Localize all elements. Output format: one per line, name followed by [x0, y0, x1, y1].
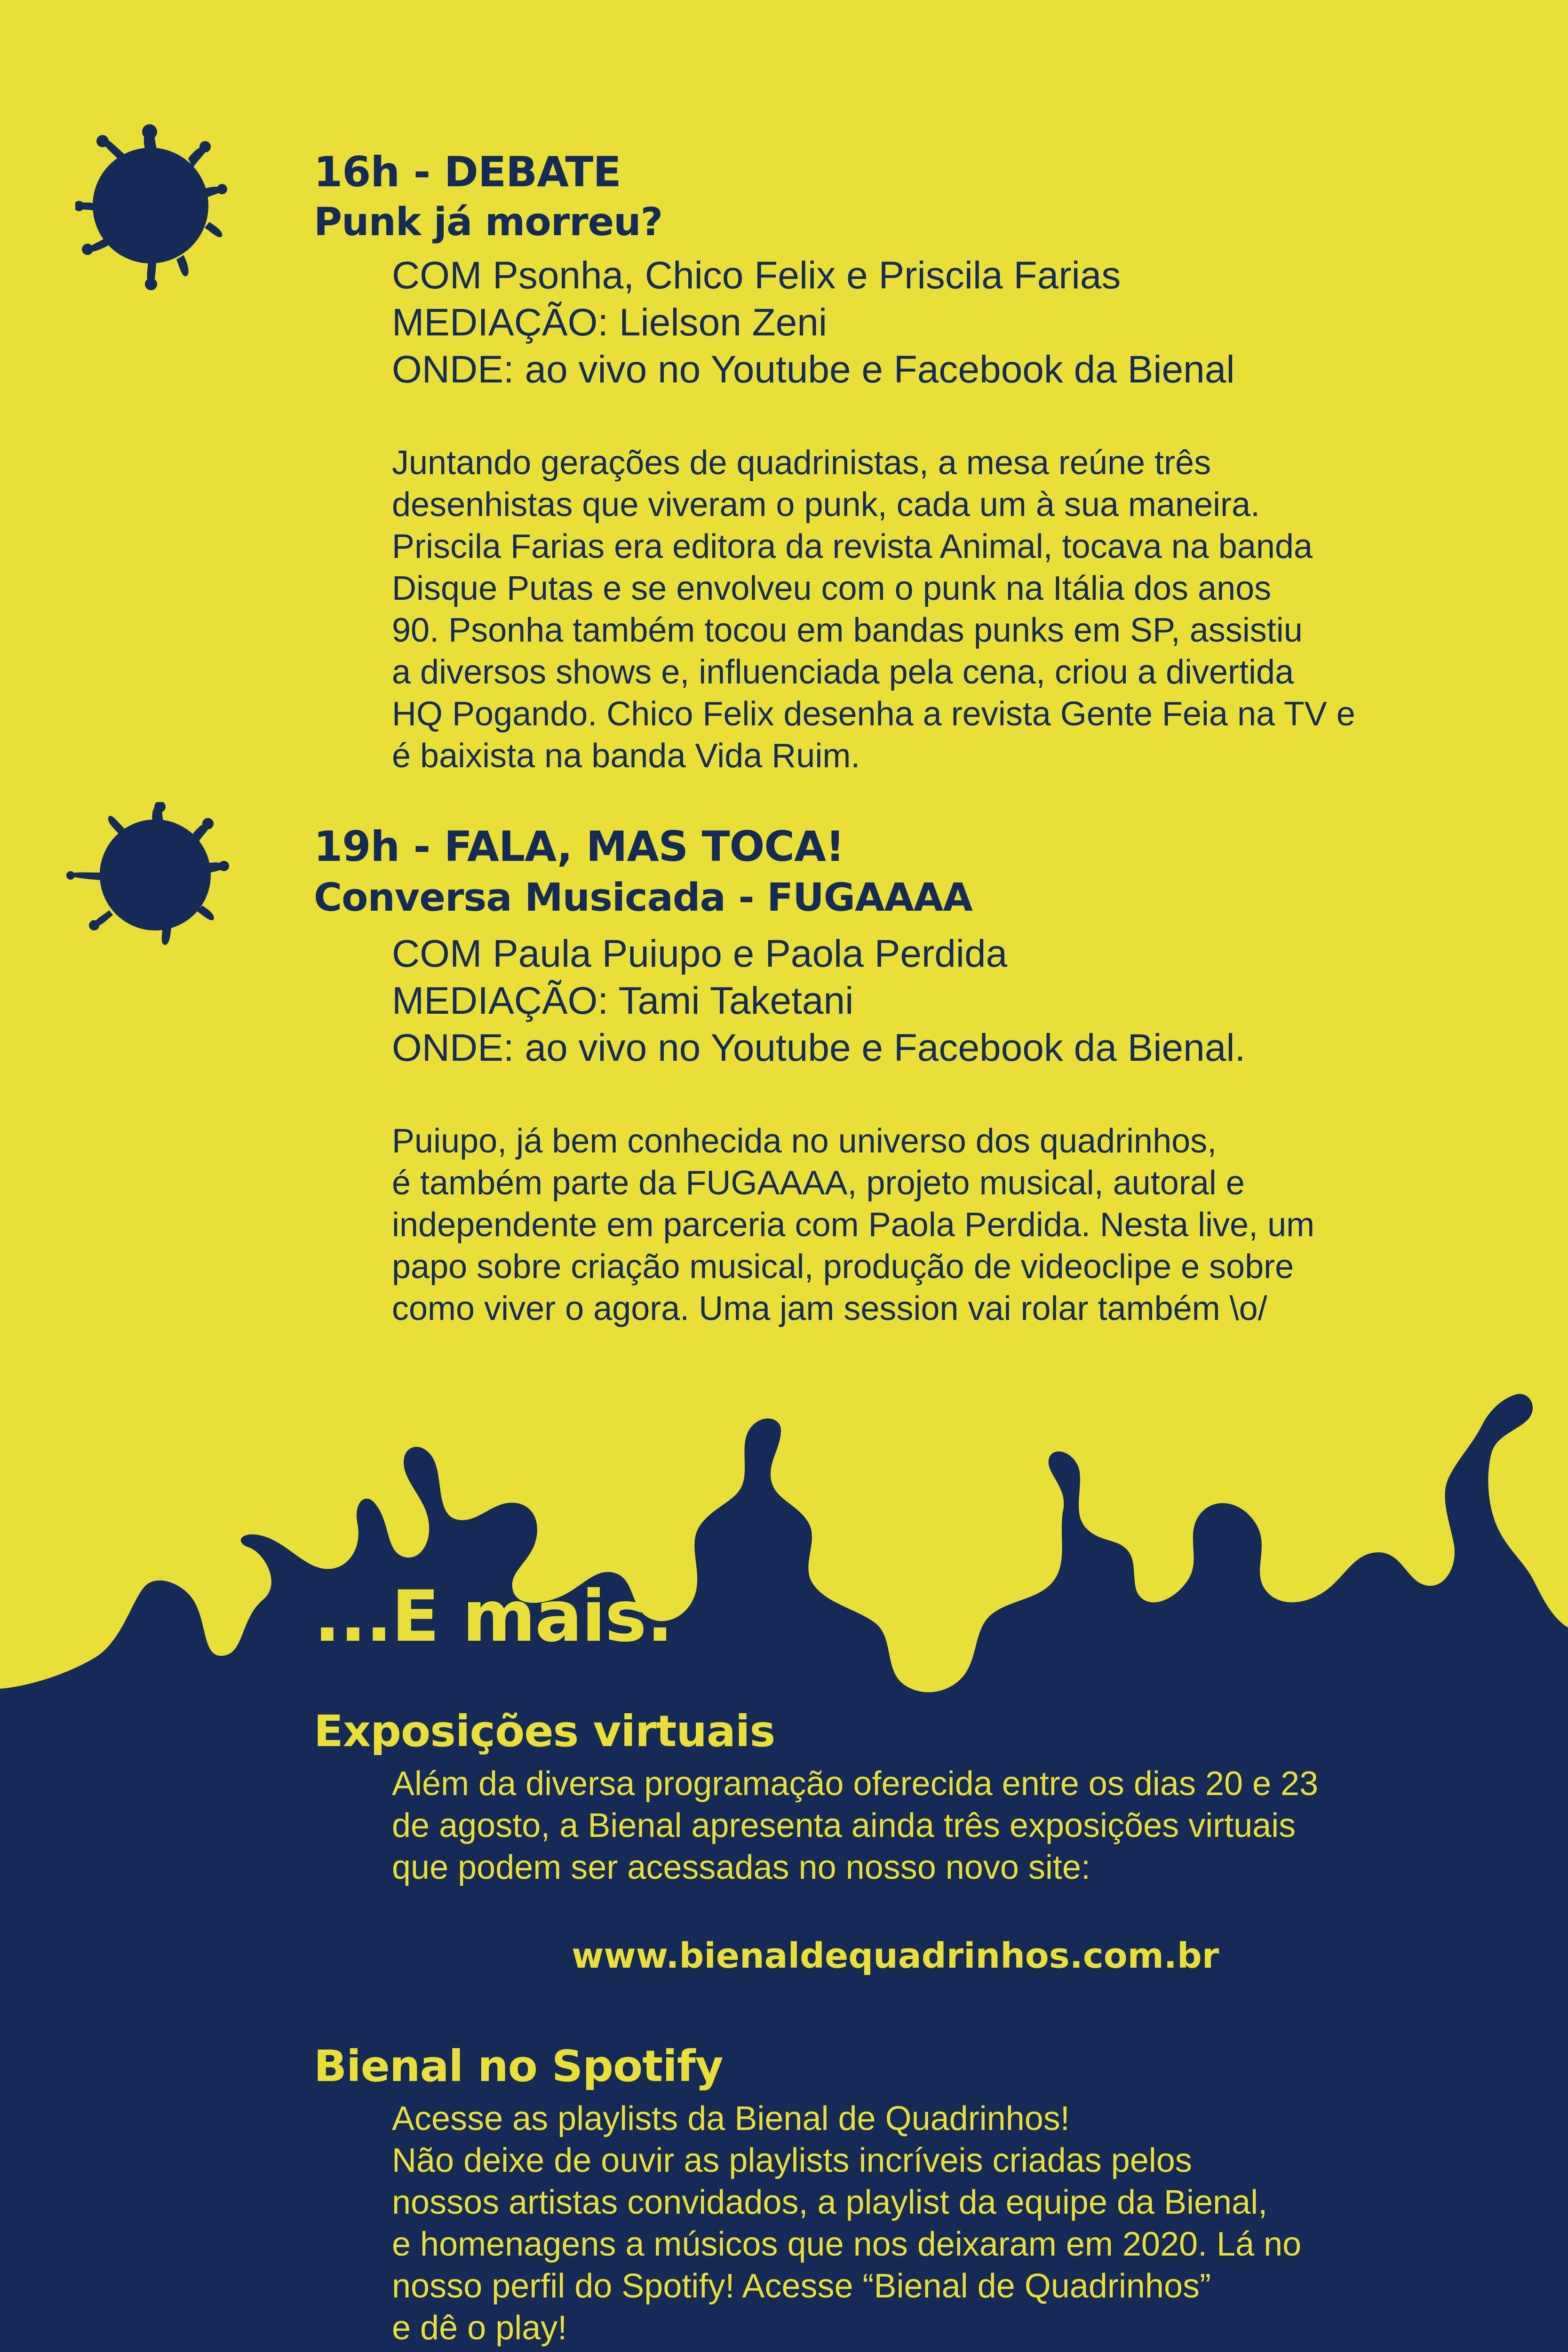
site-url-link[interactable]: www.bienaldequadrinhos.com.br: [572, 1936, 1219, 1976]
event-1-mediacao: MEDIAÇÃO: Lielson Zeni: [392, 301, 828, 344]
event-2-subtitle: Conversa Musicada - FUGAAAA: [314, 875, 972, 920]
event-1-description: [392, 442, 1427, 777]
event-2-onde: ONDE: ao vivo no Youtube e Facebook da Bienal.: [392, 1026, 1246, 1069]
description-line: papo sobre criação musical, produção de videoclipe e sobre: [392, 1248, 1294, 1286]
event-2-com: COM Paula Puiupo e Paola Perdida: [392, 932, 1008, 975]
description-line: Puiupo, já bem conhecida no universo dos quadrinhos,: [392, 1122, 1217, 1160]
ink-splat-icon: [75, 123, 231, 293]
description-line: nossos artistas convidados, a playlist da equipe da Bienal,: [392, 2184, 1268, 2221]
description-line: 90. Psonha também tocou em bandas punks em SP, assistiu: [392, 612, 1303, 649]
description-line: desenhistas que viveram o punk, cada um à sua maneira.: [392, 486, 1260, 524]
description-line: Não deixe de ouvir as playlists incríveis criadas pelos: [392, 2142, 1192, 2179]
event-2-time-title: 19h - FALA, MAS TOCA!: [314, 822, 844, 871]
description-line: HQ Pogando. Chico Felix desenha a revista Gente Feia na TV e: [392, 695, 1355, 733]
more-title: ...E mais:: [314, 1576, 673, 1658]
description-line: Acesse as playlists da Bienal de Quadrinhos!: [392, 2100, 1070, 2137]
event-1-time-title: 16h - DEBATE: [314, 148, 621, 196]
event-1-subtitle: Punk já morreu?: [314, 200, 663, 245]
description-line: Priscila Farias era editora da revista Animal, tocava na banda: [392, 528, 1313, 565]
event-2-description: [392, 1120, 1427, 1330]
description-line: que podem ser acessadas no nosso novo site:: [392, 1849, 1090, 1886]
ink-splat-icon: [66, 802, 231, 948]
description-line: é baixista na banda Vida Ruim.: [392, 737, 860, 775]
event-1-onde: ONDE: ao vivo no Youtube e Facebook da Bienal: [392, 348, 1235, 391]
description-line: a diversos shows e, influenciada pela cena, criou a divertida: [392, 653, 1294, 691]
event-2-mediacao: MEDIAÇÃO: Tami Taketani: [392, 979, 854, 1022]
description-line: e homenagens a músicos que nos deixaram em 2020. Lá no: [392, 2225, 1302, 2263]
description-line: Além da diversa programação oferecida entre os dias 20 e 23: [392, 1765, 1319, 1803]
description-line: é também parte da FUGAAAA, projeto musical, autoral e: [392, 1164, 1245, 1202]
description-line: e dê o play!: [392, 2309, 567, 2347]
description-line: Juntando gerações de quadrinistas, a mesa reúne três: [392, 444, 1211, 482]
exposicoes-description: [392, 1763, 1427, 1889]
description-line: como viver o agora. Uma jam session vai rolar também \o/: [392, 1290, 1267, 1327]
description-line: nosso perfil do Spotify! Acesse “Bienal de Quadrinhos”: [392, 2267, 1211, 2305]
description-line: de agosto, a Bienal apresenta ainda três exposições virtuais: [392, 1807, 1296, 1844]
description-line: independente em parceria com Paola Perdida. Nesta live, um: [392, 1206, 1315, 1244]
event-1-com: COM Psonha, Chico Felix e Priscila Farias: [392, 254, 1121, 297]
description-line: Disque Putas e se envolveu com o punk na Itália dos anos: [392, 570, 1272, 607]
exposicoes-title: Exposições virtuais: [314, 1706, 775, 1756]
spotify-description: [392, 2098, 1427, 2349]
spotify-title: Bienal no Spotify: [314, 2041, 723, 2091]
